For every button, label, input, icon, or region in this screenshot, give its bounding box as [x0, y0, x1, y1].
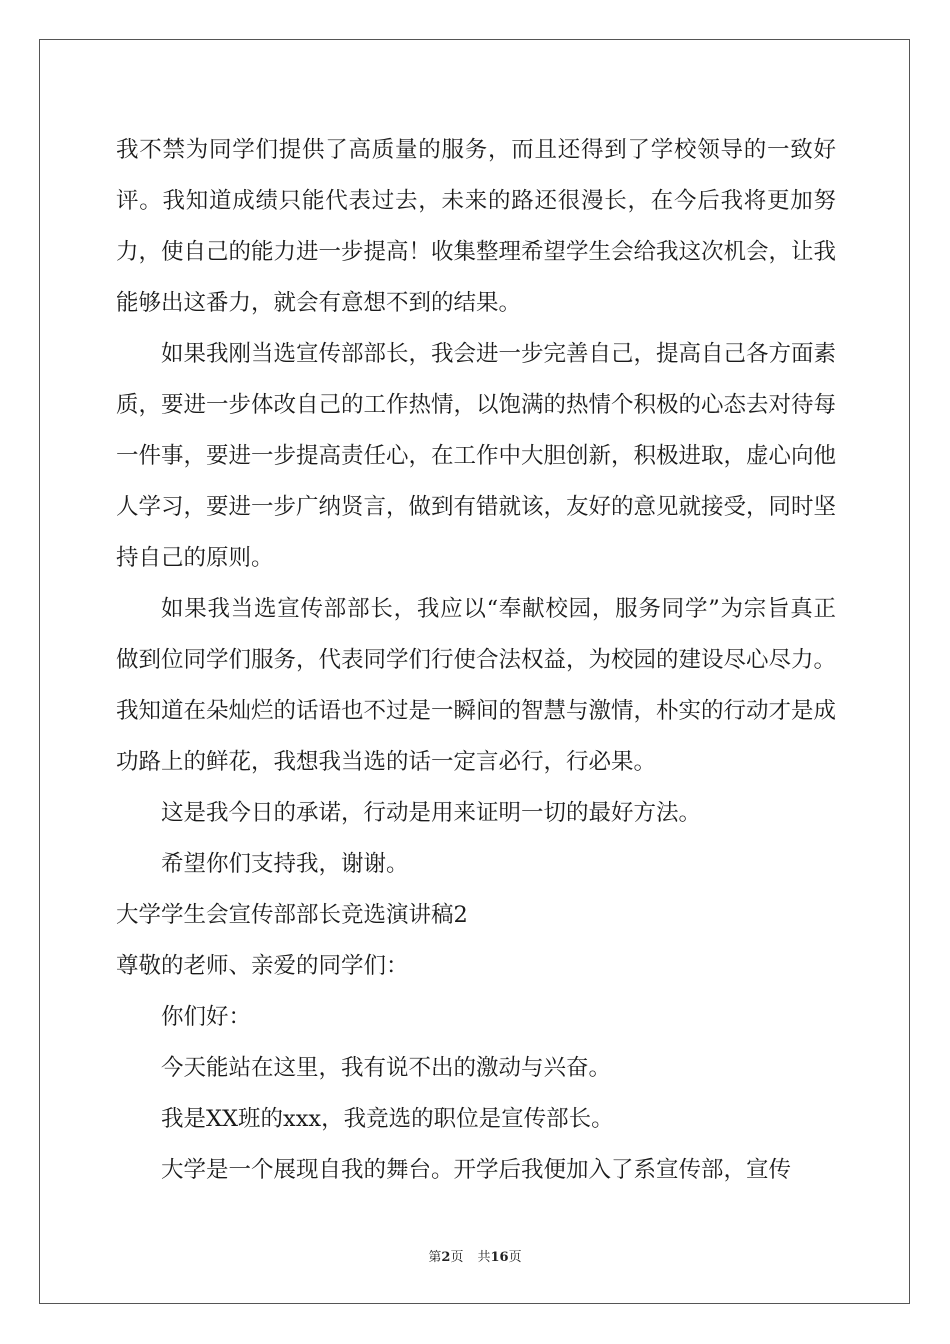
footer-total-suffix: 页 — [508, 1250, 522, 1265]
footer-total-prefix: 共 — [477, 1250, 491, 1265]
paragraph: 这是我今日的承诺，行动是用来证明一切的最好方法。 — [161, 800, 702, 826]
current-page-number: 2 — [441, 1250, 451, 1265]
page-footer — [0, 1246, 950, 1265]
paragraph: 我是XX班的xxx，我竞选的职位是宣传部长。 — [161, 1106, 614, 1132]
greeting: 你们好： — [161, 1004, 252, 1030]
paragraph-continuation: 我不禁为同学们提供了高质量的服务，而且还得到了学校领导的一致好评。我知道成绩只能代表过去，未来的路还很漫长，在今后我将更加努力，使自己的能力进一步提高！收集整理希望学生会给我这次机会，让我能够出这番力，就会有意想不到的结果。 — [116, 137, 837, 316]
total-page-count: 16 — [490, 1250, 509, 1265]
paragraph: 希望你们支持我，谢谢。 — [161, 851, 409, 877]
salutation: 尊敬的老师、亲爱的同学们： — [116, 953, 409, 979]
section-title: 大学学生会宣传部部长竞选演讲稿2 — [116, 902, 468, 928]
document-body — [116, 125, 836, 1196]
footer-page-suffix: 页 — [450, 1250, 464, 1265]
paragraph: 今天能站在这里，我有说不出的激动与兴奋。 — [161, 1055, 612, 1081]
paragraph: 大学是一个展现自我的舞台。开学后我便加入了系宣传部，宣传 — [161, 1157, 792, 1183]
paragraph: 如果我当选宣传部部长，我应以“奉献校园，服务同学”为宗旨真正做到位同学们服务，代表同学们行使合法权益，为校园的建设尽心尽力。我知道在朵灿烂的话语也不过是一瞬间的智慧与激情，朴实的行动才是成功路上的鲜花，我想我当选的话一定言必行，行必果。 — [116, 596, 837, 775]
footer-prefix: 第 — [428, 1250, 442, 1265]
paragraph: 如果我刚当选宣传部部长，我会进一步完善自己，提高自己各方面素质，要进一步体改自己的工作热情，以饱满的热情个积极的心态去对待每一件事，要进一步提高责任心，在工作中大胆创新，积极进取，虚心向他人学习，要进一步广纳贤言，做到有错就该，友好的意见就接受，同时坚持自己的原则。 — [116, 341, 837, 571]
